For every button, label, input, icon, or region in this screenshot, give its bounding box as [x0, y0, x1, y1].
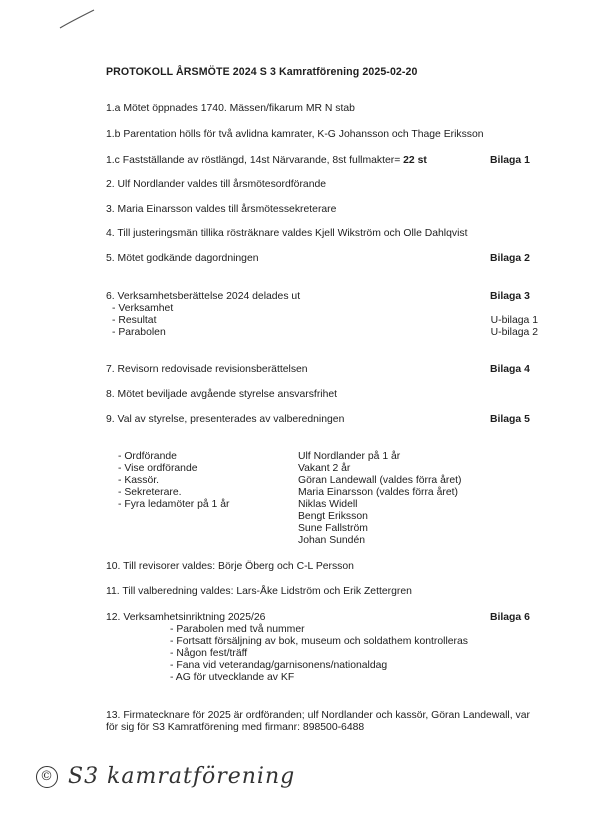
item-1c-total: 22 st: [403, 155, 427, 166]
name-ledamot-4: Johan Sundén: [298, 535, 366, 546]
item-12-act-ag: - AG för utvecklande av KF: [170, 672, 295, 683]
item-9: 9. Val av styrelse, presenterades av valberedningen: [106, 414, 345, 425]
item-1c-bilaga: Bilaga 1: [490, 155, 530, 166]
item-5: 5. Mötet godkände dagordningen: [106, 253, 259, 264]
item-12-act-forsaljning: - Fortsatt försäljning av bok, museum och soldathem kontrolleras: [170, 636, 468, 647]
copyright-symbol: ©: [36, 766, 58, 788]
name-sekreterare: Maria Einarsson (valdes förra året): [298, 487, 458, 498]
item-12: 12. Verksamhetsinriktning 2025/26: [106, 612, 266, 623]
item-11: 11. Till valberedning valdes: Lars-Åke Lidström och Erik Zettergren: [106, 586, 412, 597]
item-12-act-fest: - Någon fest/träff: [170, 648, 248, 659]
role-ordforande: - Ordförande: [118, 451, 177, 462]
pen-stroke-mark: [58, 8, 98, 32]
item-6-bilaga: Bilaga 3: [490, 291, 530, 302]
item-6-sub-parabolen: - Parabolen: [112, 327, 166, 338]
item-3: 3. Maria Einarsson valdes till årsmötessekreterare: [106, 204, 337, 215]
item-6: 6. Verksamhetsberättelse 2024 delades ut: [106, 291, 301, 302]
role-vise-ordforande: - Vise ordförande: [118, 463, 198, 474]
item-1b: 1.b Parentation hölls för två avlidna kamrater, K-G Johansson och Thage Eriksson: [106, 129, 484, 140]
copyright-text: S3 kamratförening: [68, 764, 296, 789]
name-ledamot-3: Sune Fallström: [298, 523, 368, 534]
name-vise-ordforande: Vakant 2 år: [298, 463, 351, 474]
item-12-act-fana: - Fana vid veterandag/garnisonens/nationaldag: [170, 660, 388, 671]
item-2: 2. Ulf Nordlander valdes till årsmötesordförande: [106, 179, 327, 190]
item-1c: [106, 155, 427, 167]
item-10: 10. Till revisorer valdes: Börje Öberg och C-L Persson: [106, 561, 354, 572]
role-sekreterare: - Sekreterare.: [118, 487, 182, 498]
item-1a: 1.a Mötet öppnades 1740. Mässen/fikarum MR N stab: [106, 103, 355, 114]
item-6-sub-verksamhet: - Verksamhet: [112, 303, 174, 314]
name-kassor: Göran Landewall (valdes förra året): [298, 475, 462, 486]
item-6-ubilaga-1: U-bilaga 1: [490, 315, 538, 326]
item-9-bilaga: Bilaga 5: [490, 414, 530, 425]
item-8: 8. Mötet beviljade avgående styrelse ansvarsfrihet: [106, 389, 338, 400]
copyright-handwritten: [36, 764, 295, 789]
name-ordforande: Ulf Nordlander på 1 år: [298, 451, 401, 462]
role-ledamoter: - Fyra ledamöter på 1 år: [118, 499, 230, 510]
name-ledamot-1: Niklas Widell: [298, 499, 358, 510]
item-13-line-2: för sig för S3 Kamratförening med firmanr: 898500-6488: [106, 722, 365, 733]
item-5-bilaga: Bilaga 2: [490, 253, 530, 264]
item-12-act-parabolen: - Parabolen med två nummer: [170, 624, 305, 635]
name-ledamot-2: Bengt Eriksson: [298, 511, 368, 522]
item-4: 4. Till justeringsmän tillika rösträknare valdes Kjell Wikström och Olle Dahlqvist: [106, 228, 468, 239]
item-6-sub-resultat: - Resultat: [112, 315, 157, 326]
item-7-bilaga: Bilaga 4: [490, 364, 530, 375]
document-title: PROTOKOLL ÅRSMÖTE 2024 S 3 Kamratförening 2025-02-20: [106, 66, 418, 78]
item-7: 7. Revisorn redovisade revisionsberättelsen: [106, 364, 308, 375]
item-13-line-1: 13. Firmatecknare för 2025 är ordföranden; ulf Nordlander och kassör, Göran Landewall, var: [106, 710, 530, 721]
role-kassor: - Kassör.: [118, 475, 159, 486]
item-1c-text: 1.c Fastställande av röstlängd, 14st Närvarande, 8st fullmakter=: [106, 155, 401, 166]
item-12-bilaga: Bilaga 6: [490, 612, 530, 623]
item-6-ubilaga-2: U-bilaga 2: [490, 327, 538, 338]
